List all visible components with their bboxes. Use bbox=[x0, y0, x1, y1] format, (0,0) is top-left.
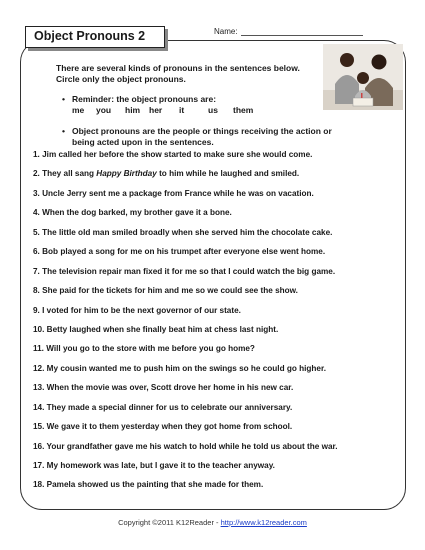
pronoun-item: it bbox=[179, 104, 185, 115]
sentence-item[interactable]: 13. When the movie was over, Scott drove her home in his new car. bbox=[33, 383, 294, 393]
sentence-list bbox=[33, 150, 403, 500]
family-photo bbox=[323, 44, 403, 110]
sentence-item[interactable]: 5. The little old man smiled broadly when she served him the chocolate cake. bbox=[33, 227, 333, 237]
sentence-item[interactable]: 16. Your grandfather gave me his watch to hold while he told us about the war. bbox=[33, 441, 338, 451]
sentence-item[interactable]: 9. I voted for him to be the next governor of our state. bbox=[33, 305, 241, 315]
sentence-item[interactable]: 4. When the dog barked, my brother gave it a bone. bbox=[33, 208, 232, 218]
sentence-item[interactable]: 15. We gave it to them yesterday when they got home from school. bbox=[33, 422, 293, 432]
pronoun-item: us bbox=[208, 104, 218, 115]
sentence-item[interactable]: 14. They made a special dinner for us to celebrate our anniversary. bbox=[33, 402, 293, 412]
pronoun-item: you bbox=[96, 104, 112, 115]
copyright-text: Copyright ©2011 K12Reader - bbox=[118, 518, 221, 527]
worksheet-title: Object Pronouns 2 bbox=[25, 26, 165, 48]
sentence-item[interactable]: 17. My homework was late, but I gave it to the teacher anyway. bbox=[33, 461, 275, 470]
name-label: Name: bbox=[214, 27, 238, 36]
intro-text: There are several kinds of pronouns in the sentences below. Circle only the object pronouns. bbox=[56, 63, 300, 84]
sentence-item[interactable]: 7. The television repair man fixed it for me so that I could watch the big game. bbox=[33, 266, 336, 276]
sentence-item[interactable]: 6. Bob played a song for me on his trumpet after everyone else went home. bbox=[33, 247, 326, 257]
sentence-item[interactable]: 11. Will you go to the store with me before you go home? bbox=[33, 344, 255, 354]
sentence-item[interactable]: 18. Pamela showed us the painting that she made for them. bbox=[33, 480, 264, 490]
pronoun-item: me bbox=[72, 104, 85, 115]
sentence-item[interactable]: 10. Betty laughed when she finally beat him at chess last night. bbox=[33, 324, 279, 334]
website-link[interactable]: http://www.k12reader.com bbox=[220, 518, 307, 527]
sentence-item[interactable]: 8. She paid for the tickets for him and me so we could see the show. bbox=[33, 286, 298, 296]
pronoun-item: him bbox=[125, 104, 141, 115]
song-title: Happy Birthday bbox=[96, 169, 157, 179]
sentence-item[interactable]: 12. My cousin wanted me to push him on the swings so he could go higher. bbox=[33, 363, 326, 373]
reminder-bullet bbox=[72, 94, 302, 115]
sentence-item[interactable]: 1. Jim called her before the show started to make sure she would come. bbox=[33, 150, 313, 159]
sentence-item[interactable]: 3. Uncle Jerry sent me a package from France while he was on vacation. bbox=[33, 188, 314, 198]
pronoun-item: them bbox=[233, 104, 254, 115]
footer bbox=[0, 518, 425, 527]
sentence-item[interactable]: 2. They all sang Happy Birthday to him while he laughed and smiled. bbox=[33, 169, 300, 179]
pronoun-item: her bbox=[149, 104, 163, 115]
definition-bullet: • Object pronouns are the people or things receiving the action or being acted upon in the sentences. bbox=[72, 126, 332, 147]
name-field[interactable] bbox=[241, 35, 363, 36]
reminder-label: • Reminder: the object pronouns are: bbox=[72, 94, 217, 104]
pronoun-list bbox=[72, 105, 302, 116]
